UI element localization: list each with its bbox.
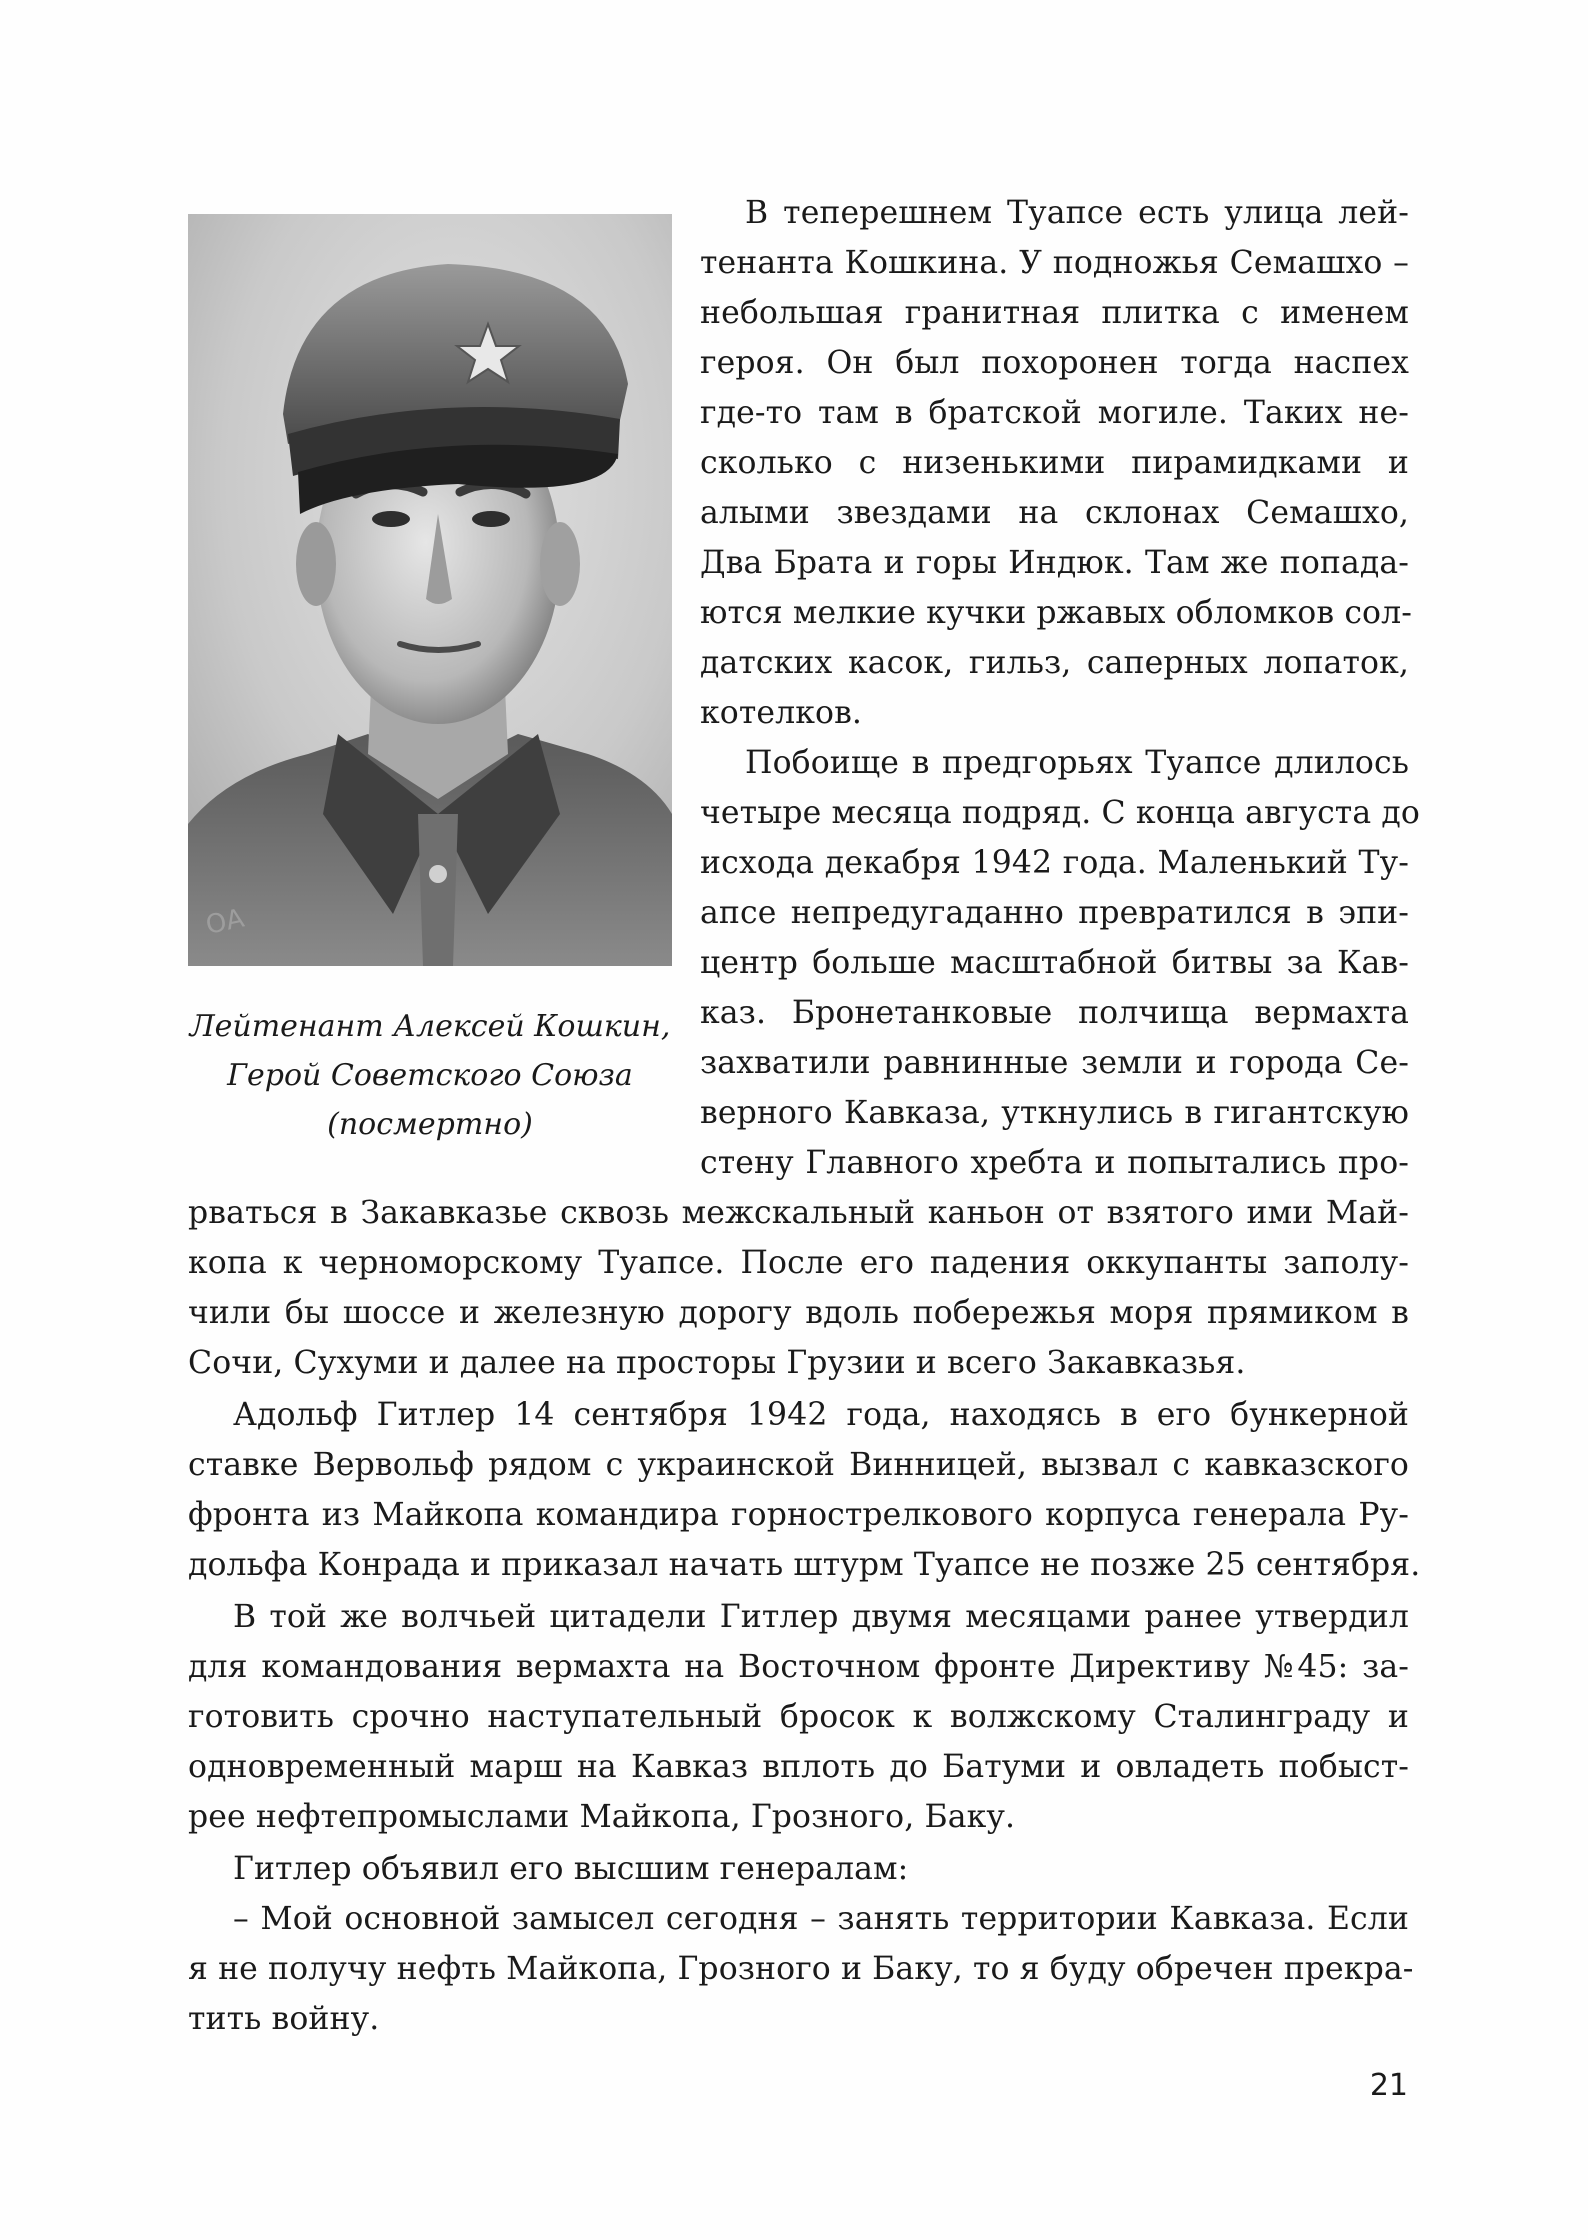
text-line: центр больше масштабной битвы за Кав-: [700, 945, 1409, 981]
text-line: где-то там в братской могиле. Таких не-: [700, 395, 1409, 431]
text-line: готовить срочно наступательный бросок к волжскому Сталинграду и: [188, 1699, 1409, 1735]
text-line: для командования вермахта на Восточном фронте Директиву №45: за-: [188, 1649, 1409, 1685]
text-line: верного Кавказа, уткнулись в гигантскую: [700, 1095, 1409, 1131]
text-line: Два Брата и горы Индюк. Там же попада-: [700, 545, 1409, 581]
text-line: героя. Он был похоронен тогда наспех: [700, 345, 1409, 381]
text-line: котелков.: [700, 695, 863, 731]
text-line: копа к черноморскому Туапсе. После его падения оккупанты заполу-: [188, 1245, 1409, 1281]
text-line: чили бы шоссе и железную дорогу вдоль побережья моря прямиком в: [188, 1295, 1409, 1331]
text-line: Гитлер объявил его высшим генералам:: [233, 1851, 909, 1887]
text-line: – Мой основной замысел сегодня – занять территории Кавказа. Если: [233, 1901, 1409, 1937]
text-line: четыре месяца подряд. С конца августа до: [700, 795, 1420, 831]
text-line: небольшая гранитная плитка с именем: [700, 295, 1409, 331]
portrait-image: [188, 214, 672, 966]
caption-line: Лейтенант Алексей Кошкин,: [189, 1009, 671, 1044]
text-line: захватили равнинные земли и города Се-: [700, 1045, 1409, 1081]
text-line: датских касок, гильз, саперных лопаток,: [700, 645, 1409, 681]
text-line: ются мелкие кучки ржавых обломков сол-: [700, 595, 1412, 631]
photo-caption: [150, 1002, 710, 1149]
caption-line: Герой Советского Союза: [227, 1058, 633, 1093]
text-line: стену Главного хребта и попытались про-: [700, 1145, 1409, 1181]
text-line: дольфа Конрада и приказал начать штурм Туапсе не позже 25 сентября.: [188, 1547, 1421, 1583]
text-line: ставке Вервольф рядом с украинской Винницей, вызвал с кавказского: [188, 1447, 1409, 1483]
text-line: апсе непредугаданно превратился в эпи-: [700, 895, 1409, 931]
page-number: 21: [1369, 2068, 1408, 2103]
text-line: одновременный марш на Кавказ вплоть до Батуми и овладеть побыст-: [188, 1749, 1409, 1785]
text-line: тить войну.: [188, 2001, 380, 2037]
text-line: каз. Бронетанковые полчища вермахта: [700, 995, 1409, 1031]
caption-line: (посмертно): [327, 1107, 533, 1142]
portrait-photo: [188, 214, 672, 966]
svg-text:ОА: ОА: [203, 903, 247, 941]
text-line: алыми звездами на склонах Семашхо,: [700, 495, 1409, 531]
text-line: я не получу нефть Майкопа, Грозного и Баку, то я буду обречен прекра-: [188, 1951, 1414, 1987]
text-line: сколько с низенькими пирамидками и: [700, 445, 1409, 481]
text-line: рее нефтепромыслами Майкопа, Грозного, Баку.: [188, 1799, 1016, 1835]
text-line: В той же волчьей цитадели Гитлер двумя месяцами ранее утвердил: [233, 1599, 1409, 1635]
text-line: Адольф Гитлер 14 сентября 1942 года, находясь в его бункерной: [233, 1397, 1409, 1433]
text-line: Сочи, Сухуми и далее на просторы Грузии и всего Закавказья.: [188, 1345, 1246, 1381]
text-line: рваться в Закавказье сквозь межскальный каньон от взятого ими Май-: [188, 1195, 1409, 1231]
text-line: исхода декабря 1942 года. Маленький Ту-: [700, 845, 1409, 881]
text-line: фронта из Майкопа командира горнострелкового корпуса генерала Ру-: [188, 1497, 1409, 1533]
text-line: Побоище в предгорьях Туапсе длилось: [745, 745, 1409, 781]
text-line: В теперешнем Туапсе есть улица лей-: [745, 195, 1409, 231]
text-line: тенанта Кошкина. У подножья Семашхо –: [700, 245, 1409, 281]
